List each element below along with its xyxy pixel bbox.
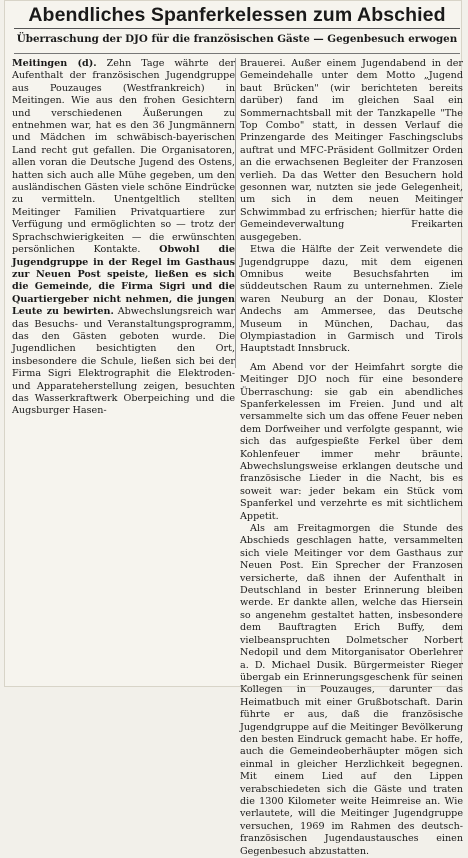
column-divider <box>235 58 236 368</box>
right-paragraph-4: Als am Freitagmorgen die Stunde des Abschieds geschlagen hatte, versammelten sich viele Meitinger vor dem Gasthaus zur Neuen Post. Ein Sprecher der Franzosen versicherte, daß ihnen der Aufenthalt in Deutschland in bester Erinnerung bleiben werde. Er dankte allen, welche das Hiersein so angenehm gestaltet hatten, insbesondere dem Bauftragten Erich Buffy, dem vielbeanspruchten Dolmetscher Norbert Nedopil und dem Mitorganisator Oberlehrer a. D. Michael Dusik. Bürgermeister Rieger übergab ein Erinnerungsgeschenk für seinen Kollegen in Pouzauges, darunter das Heimatbuch mit einer Grußbotschaft. Darin führte er aus, daß die französische Jugendgruppe auf die Meitinger Bevölkerung den besten Eindruck gemacht habe. Er hoffe, auch die Gemeindeoberhäupter mögen sich einmal in gleicher Herzlichkeit begegnen. Mit einem Lied auf den Lippen verabschiedeten sich die Gäste und traten die 1300 Kilometer weite Heimreise an. Wie verlautete, will die Meitinger Jugendgruppe versuchen, 1969 im Rahmen des deutsch-französischen Jugendaustausches einen Gegenbesuch abzustatten. <box>240 523 463 857</box>
right-paragraph-1: Brauerei. Außer einem Jugendabend in der Gemeindehalle unter dem Motto „Jugend baut Brücken" (wir berichteten bereits darüber) fand im gleichen Saal ein Sommernachtsball mit der Tanzkapelle "The Top Combo" statt, in dessen Verlauf die Prinzengarde des Meitinger Faschingsclubs auftrat und MFC-Präsident Gollmitzer Orden an die erwachsenen Begleiter der Franzosen verlieh. Da das Wetter den Besuchern hold gesonnen war, nutzten sie jede Gelegenheit, um sich in dem neuen Meitinger Schwimmbad zu erfrischen; hierfür hatte die Gemeindeverwaltung Freikarten ausgegeben. <box>240 58 463 243</box>
dateline: Meitingen (d). <box>12 58 97 69</box>
headline-rule <box>14 28 460 29</box>
subheadline: Überraschung der DJO für die französischen Gäste — Gegenbesuch erwogen <box>16 33 458 45</box>
newspaper-clipping <box>4 0 463 857</box>
left-column <box>12 58 235 418</box>
left-paragraph-1-tail: Abwechslungsreich war das Besuchs- und Veranstaltungsprogramm, das den Gästen geboten wurde. Die Jugendlichen besichtigten den Ort, insbesondere die Schule, ließen sich bei der Firma Sigri Elektrographit die Elektroden- und Apparateherstellung zeigen, besuchten das Wasserkraftwerk Oberpeiching und die Augsburger Hasen- <box>12 306 235 417</box>
right-paragraph-2: Etwa die Hälfte der Zeit verwendete die Jugendgruppe dazu, mit dem eigenen Omnibus weite Besuchsfahrten im süddeutschen Raum zu unternehmen. Ziele waren Neuburg an der Donau, Kloster Andechs am Ammersee, das Deutsche Museum in München, Dachau, das Olympiastadion in Garmisch und Tirols Hauptstadt Innsbruck. <box>240 244 463 355</box>
left-paragraph-1-text: Zehn Tage währte der Aufenthalt der französischen Jugendgruppe aus Pouzauges (Westfrankreich) in Meitingen. Wie aus den frohen Gesichtern und verschiedenen Äußerungen zu entnehmen war, hat es den 36 Jungmännern und Mädchen im schwäbisch-bayerischen Land recht gut gefallen. Die Organisatoren, allen voran die Deutsche Jugend des Ostens, hatten sich auch alle Mühe gegeben, um den ausländischen Gästen viele schöne Eindrücke zu vermitteln. Unentgeltlich stellten Meitinger Familien Privatquartiere zur Verfügung und ermöglichten so — trotz der Sprachschwierigkeiten — die erwünschten persönlichen Kontakte. <box>12 58 235 256</box>
right-paragraph-3: Am Abend vor der Heimfahrt sorgte die Meitinger DJO noch für eine besondere Überraschung: sie gab ein abendliches Spanferkelessen im Freien. Jund und alt versammelte sich um das offene Feuer neben dem Dorfweiher und verfolgte gespannt, wie sich das aufgespießte Ferkel über dem Kohlenfeuer immer mehr bräunte. Abwechslungsweise erklangen deutsche und französische Lieder in die Nacht, bis es soweit war: jeder bekam ein Stück vom Spanferkel und verzehrte es mit sichtlichem Appetit. <box>240 361 463 522</box>
right-column <box>240 58 463 858</box>
left-paragraph-1-bold: Obwohl die Jugendgruppe in der Regel im Gasthaus zur Neuen Post speiste, ließen es sich die Gemeinde, die Firma Sigri und die Quartiergeber nicht nehmen, die jungen Leute zu bewirten. <box>12 244 235 318</box>
headline: Abendliches Spanferkelessen zum Abschied <box>28 4 446 26</box>
left-paragraph-1 <box>12 58 235 418</box>
subheadline-rule <box>14 53 460 54</box>
